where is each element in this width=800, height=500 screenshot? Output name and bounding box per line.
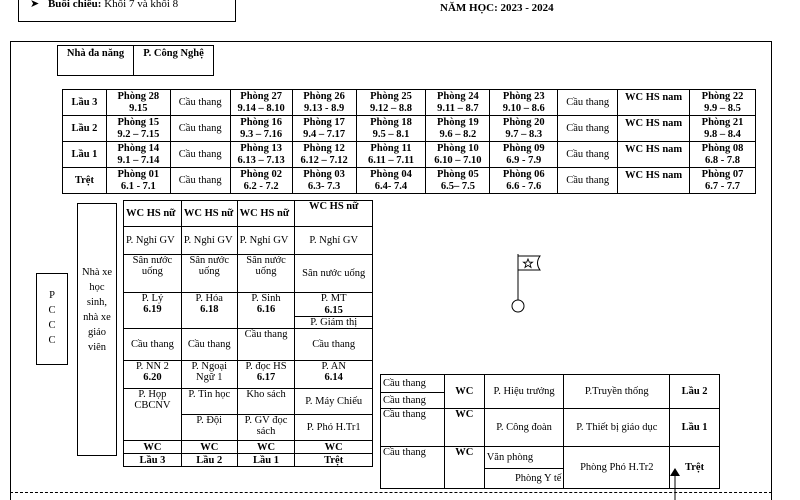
drink-yard: Sân nước uống [237,255,295,293]
room-name: Phòng 21 [701,117,744,129]
music-room: P. AN 6.14 [295,361,373,389]
room-name: Phòng 08 [701,143,744,155]
entrance-arrow-icon [668,466,682,500]
classroom [292,142,356,168]
classroom [490,168,558,194]
youth-union-room: P. Đội [181,415,237,441]
session-label: Buổi chiều: [47,0,102,10]
class-range: 6.9 - 7.9 [506,154,542,166]
reading-room: P. đọc HS 6.17 [237,361,295,389]
class-range: 6.6 - 7.6 [506,180,542,192]
room-name: Phòng 11 [370,143,412,155]
floor-label: Lầu 3 [124,454,182,467]
class-range: 6.2 - 7.2 [243,180,279,192]
class-range: 9.4 – 7.17 [303,128,346,140]
class-range: 6.4- 7.4 [374,180,408,192]
room-name: Phòng 04 [370,169,412,181]
pccc-letter: C [48,335,56,346]
wc: WC [181,441,237,454]
technology-room: P. Công Nghệ [134,46,214,76]
classroom [356,142,426,168]
stairs: Cầu thang [381,447,445,489]
stairs: Cầu thang [170,168,230,194]
wc-boys: WC HS nam [618,90,690,116]
fire-safety-box [36,273,68,365]
school-year: NĂM HỌC: 2023 - 2024 [440,2,554,14]
stairs: Cầu thang [558,142,618,168]
room-name: Phòng 15 [117,117,160,129]
classroom [490,116,558,142]
room-name: Phòng 13 [240,143,283,155]
drink-yard: Sân nước uống [124,255,182,293]
room-name: Phòng 28 [117,91,160,103]
principal-room: P. Hiệu trưởng [484,375,564,409]
stairs: Cầu thang [558,90,618,116]
vice-principal-1-room: P. Phó H.Tr1 [295,415,373,441]
drink-yard: Sân nước uống [181,255,237,293]
teacher-rest-room: P. Nghỉ GV [295,227,373,255]
stairs: Cầu thang [381,393,445,409]
class-range: 9.9 – 8.5 [704,102,741,114]
classroom [426,168,490,194]
tradition-room: P.Truyền thống [564,375,670,409]
room-name: Phòng 06 [502,169,545,181]
book-storage: Kho sách [237,389,295,415]
wc: WC [444,375,484,409]
language-room-1: P. Ngoại Ngữ 1 [181,361,237,389]
room-name: Phòng 25 [370,91,412,103]
computer-room: P. Tin học [181,389,237,415]
class-range: 9.13 - 8.9 [303,102,345,114]
class-range: 9.6 – 8.2 [439,128,477,140]
room-name: Phòng 23 [502,91,545,103]
class-range: 6.7 - 7.7 [705,180,741,192]
room-name: Phòng 03 [303,169,345,181]
stairs: Cầu thang [181,329,237,361]
floor-label: Lầu 3 [63,90,107,116]
room-name: Phòng 27 [240,91,283,103]
stairs: Cầu thang [295,329,373,361]
biology-lab: P. Sinh 6.16 [237,293,295,329]
floor-label: Trệt [670,447,720,489]
class-range: 6.1 - 7.1 [120,180,156,192]
medical-room: Phòng Y tế [484,469,564,489]
classroom [356,116,426,142]
floor-label: Lầu 1 [63,142,107,168]
classroom [690,90,756,116]
projector-room: P. Máy Chiếu [295,389,373,415]
class-range: 6.8 - 7.8 [705,154,741,166]
class-range: 9.2 – 7.15 [117,128,160,140]
wc-girls: WC HS nữ [181,201,237,227]
wc: WC [444,409,484,447]
stairs: Cầu thang [558,168,618,194]
floor-label: Lầu 2 [181,454,237,467]
pccc-letter: C [48,305,56,316]
wc-girls: WC HS nữ [295,201,373,227]
class-range: 6.11 – 7.11 [367,154,415,166]
floor-row [63,142,756,168]
class-range: 9.1 – 7.14 [117,154,160,166]
room-name: Phòng 24 [437,91,479,103]
wc-girls: WC HS nữ [237,201,295,227]
class-range: 9.15 [129,102,148,114]
wc: WC [237,441,295,454]
classroom-grid [62,89,756,194]
room-name: Phòng 22 [701,91,744,103]
room-name: Phòng 26 [303,91,345,103]
union-room: P. Công đoàn [484,409,564,447]
wc: WC [124,441,182,454]
site-dashed-line [10,492,772,493]
parking-box [77,203,117,456]
room-name: Phòng 10 [437,143,479,155]
floor-row [63,116,756,142]
classroom [356,90,426,116]
classroom [292,90,356,116]
class-range: 9.3 – 7.16 [240,128,283,140]
left-block [123,200,373,467]
chemistry-lab: P. Hóa 6.18 [181,293,237,329]
class-range: 6.13 – 7.13 [237,154,285,166]
stairs: Cầu thang [558,116,618,142]
wc-boys: WC HS nam [618,116,690,142]
physics-lab: P. Lý 6.19 [124,293,182,329]
room-name: Phòng 19 [437,117,479,129]
classroom [490,142,558,168]
room-name: Phòng 01 [117,169,160,181]
stairs: Cầu thang [170,142,230,168]
stairs: Cầu thang [170,116,230,142]
equipment-room: P. Thiết bị giáo dục [564,409,670,447]
floor-row [63,90,756,116]
stairs: Cầu thang [170,90,230,116]
room-name: Phòng 17 [303,117,345,129]
class-range: 9.14 – 8.10 [237,102,285,114]
floor-label: Lầu 1 [237,454,295,467]
stairs: Cầu thang [237,329,295,361]
stairs: Cầu thang [124,329,182,361]
room-name: Phòng 12 [303,143,345,155]
bullet-arrow-icon: ➤ [30,0,40,10]
classroom [292,168,356,194]
wc: WC [295,441,373,454]
classroom [356,168,426,194]
classroom [106,142,170,168]
classroom [690,168,756,194]
language-room-2: P. NN 2 6.20 [124,361,182,389]
class-range: 6.5– 7.5 [440,180,475,192]
parking-label: Nhà xe học sinh, nhà xe giáo viên [81,266,113,353]
class-range: 9.7 – 8.3 [505,128,543,140]
wc-boys: WC HS nam [618,168,690,194]
classroom [106,90,170,116]
room-name: Phòng 07 [701,169,744,181]
room-name: Phòng 16 [240,117,283,129]
teacher-rest-room: P. Nghỉ GV [237,227,295,255]
classroom [292,116,356,142]
supervisor-room: P. Giám thị [295,317,373,329]
teacher-reading-room: P. GV đọc sách [237,415,295,441]
classroom [106,116,170,142]
classroom [230,116,292,142]
office: Văn phòng [484,447,564,469]
classroom [426,142,490,168]
pccc-letter: C [48,320,56,331]
vice-principal-2-room: Phòng Phó H.Tr2 [564,447,670,489]
floor-label: Lầu 2 [670,375,720,409]
classroom [490,90,558,116]
class-range: 9.10 – 8.6 [502,102,545,114]
class-range: 6.10 – 7.10 [434,154,482,166]
classroom [106,168,170,194]
room-name: Phòng 20 [502,117,545,129]
classroom [426,116,490,142]
floor-label: Lầu 2 [63,116,107,142]
teacher-rest-room: P. Nghỉ GV [124,227,182,255]
wc: WC [444,447,484,489]
floor-label: Lầu 1 [670,409,720,447]
session-line [30,0,178,10]
class-range: 6.3- 7.3 [307,180,341,192]
art-room: P. MT 6.15 [295,293,373,317]
floor-row [63,168,756,194]
classroom [690,142,756,168]
room-name: Phòng 05 [437,169,479,181]
stairs: Cầu thang [381,375,445,393]
teacher-rest-room: P. Nghỉ GV [181,227,237,255]
classroom [230,90,292,116]
class-range: 9.8 – 8.4 [704,128,741,140]
room-name: Phòng 18 [370,117,412,129]
room-name: Phòng 09 [502,143,545,155]
pccc-letter: P [49,290,55,301]
class-range: 9.5 – 8.1 [372,128,410,140]
classroom [426,90,490,116]
drink-yard: Sân nước uống [295,255,373,293]
wc-girls: WC HS nữ [124,201,182,227]
multipurpose-hall: Nhà đa năng [58,46,134,76]
wc-boys: WC HS nam [618,142,690,168]
flag-icon [506,250,546,316]
class-range: 9.11 – 8.7 [437,102,479,114]
room-name: Phòng 02 [240,169,283,181]
session-value: Khối 7 và khối 8 [104,0,179,10]
class-range: 6.12 – 7.12 [300,154,348,166]
staff-meeting-room: P. Họp CBCNV [124,389,182,441]
classroom [230,142,292,168]
room-name: Phòng 14 [117,143,160,155]
top-rooms [57,45,214,76]
floor-label: Trệt [63,168,107,194]
stairs: Cầu thang [381,409,445,447]
class-range: 9.12 – 8.8 [369,102,412,114]
classroom [690,116,756,142]
floor-label: Trệt [295,454,373,467]
classroom [230,168,292,194]
